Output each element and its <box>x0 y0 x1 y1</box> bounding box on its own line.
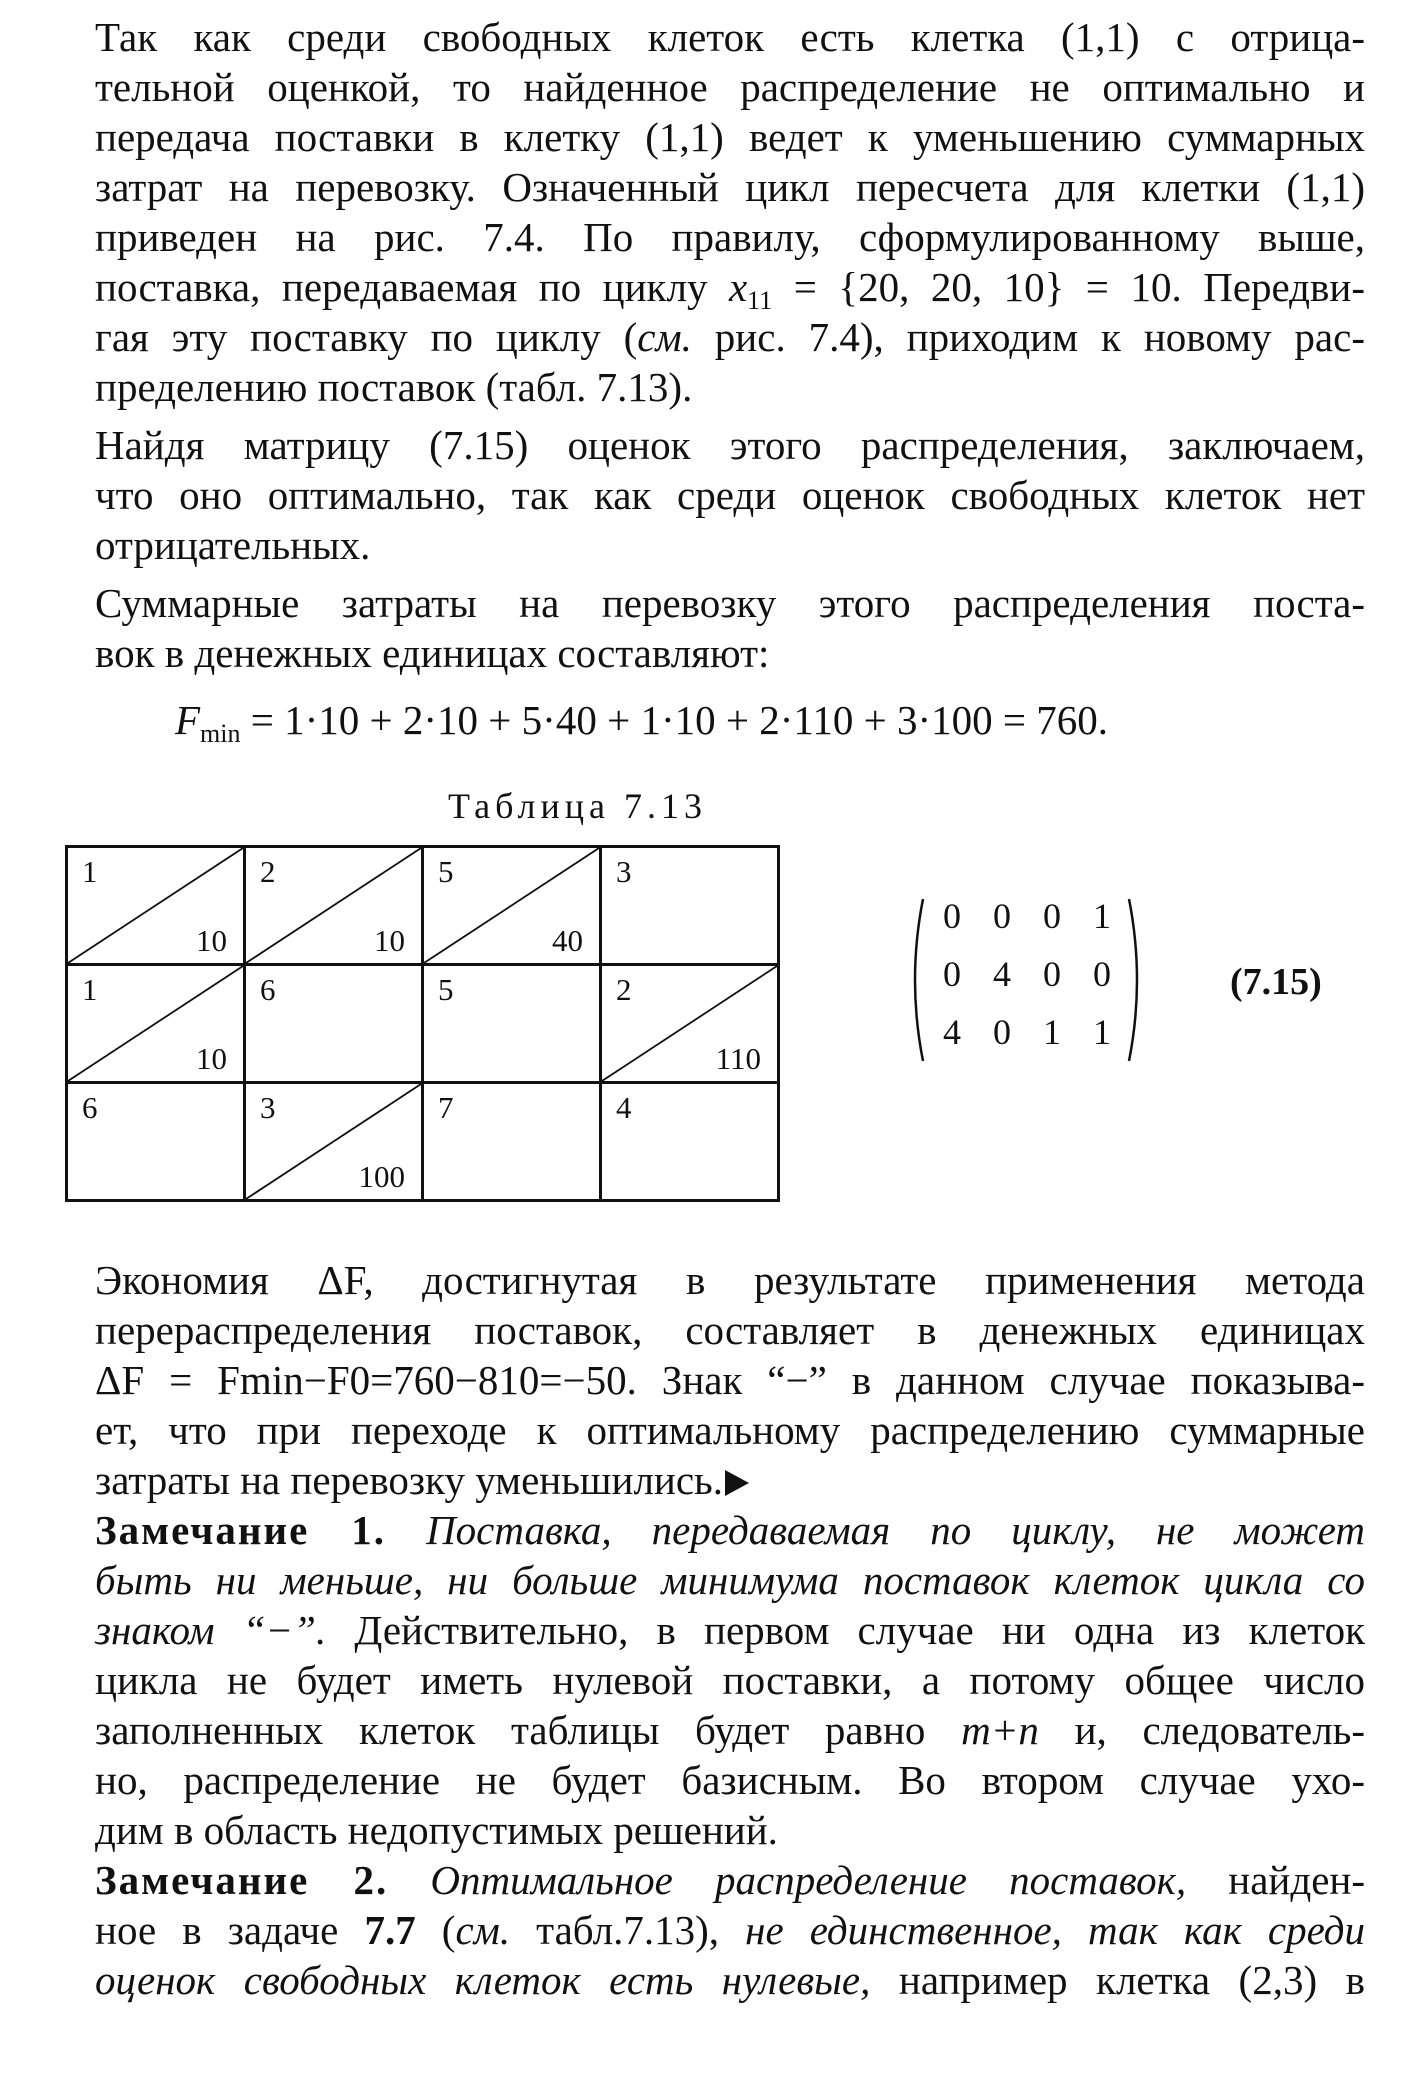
remark2-l1: Замечание 2. Оптимальное распределение поставок, найден- <box>95 1857 1366 1903</box>
cell-supply: 40 <box>552 923 583 958</box>
cell-supply: 100 <box>358 1159 405 1194</box>
cell-cost: 5 <box>438 854 454 889</box>
remark1-l4: цикла не будет иметь нулевой поставки, а потому общее число <box>95 1657 1365 1703</box>
p1-l2: тельной оценкой, то найденное распределение не оптимально и <box>95 64 1365 110</box>
cell-supply: 10 <box>196 1041 227 1076</box>
cell-cost: 4 <box>616 1090 632 1125</box>
p1-l8: пределению поставок (табл. 7.13). <box>95 364 693 410</box>
cell-supply: 110 <box>715 1041 761 1076</box>
remark1-l2: быть ни меньше, ни больше минимума поставок клеток цикла со <box>95 1557 1365 1603</box>
table-cell <box>245 847 423 965</box>
page-body <box>95 12 1365 770</box>
table-cell <box>423 965 601 1083</box>
estimate-matrix <box>905 895 1145 1065</box>
cell-supply: 10 <box>196 923 227 958</box>
table-row <box>67 1083 779 1201</box>
remark2-l3: оценок свободных клеток есть нулевые, например клетка (2,3) в <box>95 1957 1365 2003</box>
matrix-entry: 4 <box>993 954 1011 994</box>
matrix-entry: 1 <box>1093 896 1111 936</box>
formula-fmin: $F_{min} = 1\cdot 10 + 2\cdot 10 + 5\cdot 40 + 1\cdot 10 + 2\cdot 110 + 3\cdot 100 = 760$. <box>175 697 1109 748</box>
remark1-l7: дим в область недопустимых решений. <box>95 1807 778 1853</box>
transport-table <box>65 845 780 1202</box>
end-triangle-icon <box>725 1470 749 1496</box>
matrix-entry: 0 <box>943 954 961 994</box>
table-cell <box>245 1083 423 1201</box>
matrix-entry: 0 <box>1043 896 1061 936</box>
matrix-entry: 0 <box>1093 954 1111 994</box>
matrix-entry: 0 <box>993 896 1011 936</box>
p2-l2: что оно оптимально, так как среди оценок свободных клеток нет <box>95 472 1365 518</box>
p1-l1: Так как среди свободных клеток есть клетка (1,1) с отрица- <box>95 14 1365 60</box>
table-cell <box>423 847 601 965</box>
cell-cost: 2 <box>260 854 276 889</box>
p4-l5: затраты на перевозку уменьшились. <box>95 1455 1365 1505</box>
cell-cost: 1 <box>82 854 98 889</box>
p4-l4: ет, что при переходе к оптимальному распределению суммарные <box>95 1407 1365 1453</box>
matrix-entry: 4 <box>943 1012 961 1052</box>
cell-cost: 6 <box>260 972 276 1007</box>
matrix-entry: 1 <box>1093 1012 1111 1052</box>
matrix-entry: 0 <box>993 1012 1011 1052</box>
right-paren <box>1127 895 1147 1065</box>
p1-l6: поставка, передаваемая по циклу $x_{11} = \{20$, 20, 10} = 10. Передви- <box>95 264 1365 315</box>
matrix-entry: 1 <box>1043 1012 1061 1052</box>
table-cell <box>67 847 245 965</box>
p4-l1: Экономия ΔF, достигнутая в результате применения метода <box>95 1257 1365 1303</box>
table-caption: Таблица 7.13 <box>448 786 707 826</box>
table-cell <box>245 965 423 1083</box>
matrix-grid <box>927 895 1127 1069</box>
table-cell <box>601 965 779 1083</box>
cell-cost: 3 <box>260 1090 276 1125</box>
remark1-l3: знаком “−”. Действительно, в первом случае ни одна из клеток <box>95 1607 1366 1653</box>
remark1-l5: заполненных клеток таблицы будет равно m+n и, следователь- <box>95 1707 1366 1753</box>
cell-cost: 5 <box>438 972 454 1007</box>
matrix-entry: 0 <box>943 896 961 936</box>
remark1-l1: Замечание 1. Поставка, передаваемая по циклу, не может <box>95 1507 1365 1553</box>
p3-l2: вок в денежных единицах составляют: <box>95 630 770 676</box>
p1-l7: гая эту поставку по циклу (см. рис. 7.4), приходим к новому рас- <box>95 314 1365 360</box>
lower-text <box>95 1255 1365 2005</box>
table-cell <box>67 1083 245 1201</box>
p1-l3: передача поставки в клетку (1,1) ведет к уменьшению суммарных <box>95 114 1365 160</box>
cell-cost: 1 <box>82 972 98 1007</box>
p2-l1: Найдя матрицу (7.15) оценок этого распределения, заключаем, <box>95 422 1365 468</box>
cell-cost: 3 <box>616 854 632 889</box>
cell-cost: 2 <box>616 972 632 1007</box>
left-paren <box>905 895 925 1065</box>
matrix-entry: 0 <box>1043 954 1061 994</box>
table-cell <box>423 1083 601 1201</box>
cell-supply: 10 <box>374 923 405 958</box>
p1-l5: приведен на рис. 7.4. По правилу, сформулированному выше, <box>95 214 1365 260</box>
p3-l1: Суммарные затраты на перевозку этого распределения поста- <box>95 580 1365 626</box>
table-cell <box>67 965 245 1083</box>
p4-l2: перераспределения поставок, составляет в денежных единицах <box>95 1307 1365 1353</box>
table-row <box>67 847 779 965</box>
table-cell <box>601 847 779 965</box>
table-cell <box>601 1083 779 1201</box>
p1-l4: затрат на перевозку. Означенный цикл пересчета для клетки (1,1) <box>95 164 1365 210</box>
remark1-l6: но, распределение не будет базисным. Во втором случае ухо- <box>95 1757 1365 1803</box>
cell-cost: 7 <box>438 1090 454 1125</box>
p2-l3: отрицательных. <box>95 522 371 568</box>
p4-l3: ΔF = Fmin−F0=760−810=−50. Знак “−” в данном случае показыва- <box>95 1357 1365 1403</box>
equation-label: (7.15) <box>1230 961 1322 1003</box>
cell-cost: 6 <box>82 1090 98 1125</box>
table-row <box>67 965 779 1083</box>
remark2-l2: ное в задаче 7.7 (см. табл.7.13), не единственное, так как среди <box>95 1907 1365 1953</box>
